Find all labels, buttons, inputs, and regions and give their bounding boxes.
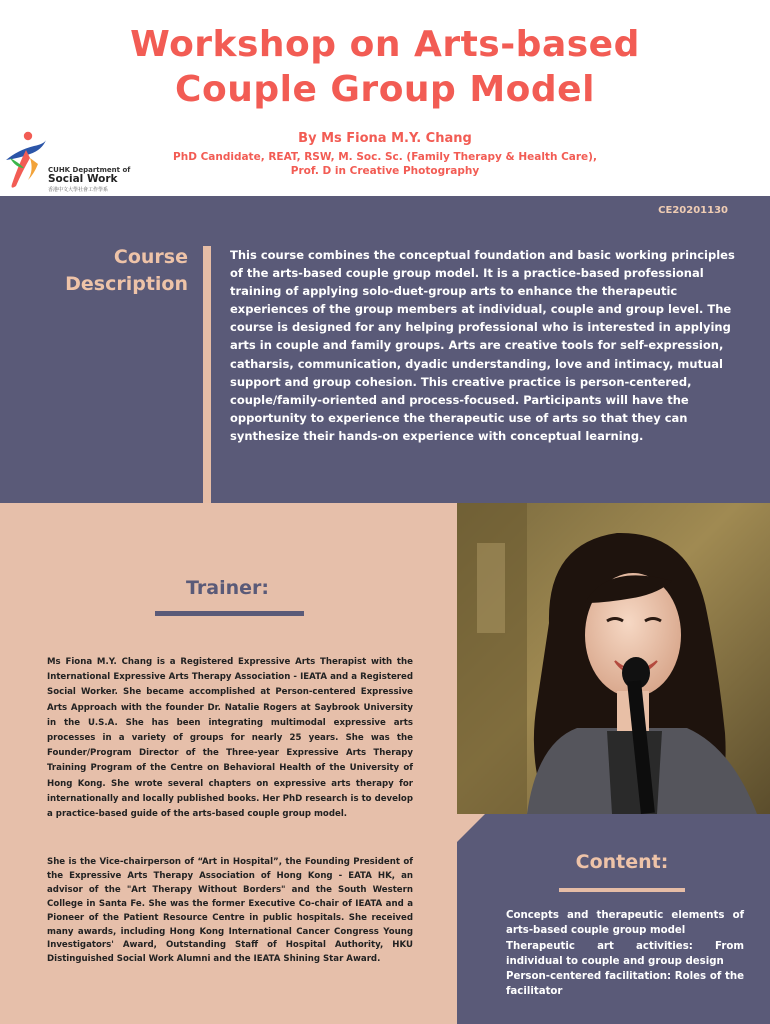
content-panel-notch bbox=[457, 814, 485, 1024]
logo-line-1: CUHK Department of bbox=[48, 166, 131, 174]
content-heading: Content: bbox=[575, 851, 669, 873]
byline: By Ms Fiona M.Y. Chang bbox=[298, 131, 472, 146]
credentials-line-1: PhD Candidate, REAT, RSW, M. Soc. Sc. (Family Therapy & Health Care), bbox=[173, 151, 597, 163]
content-heading-underline bbox=[559, 888, 685, 892]
course-description-heading bbox=[36, 244, 188, 298]
title-line-1: Workshop on Arts-based bbox=[130, 24, 640, 65]
trainer-photo bbox=[457, 503, 770, 814]
course-code: CE20201130 bbox=[658, 205, 728, 216]
content-item: Therapeutic art activities: From individual to couple and group design bbox=[506, 940, 744, 967]
content-list bbox=[506, 908, 744, 1000]
page-title bbox=[0, 22, 770, 112]
title-line-2: Couple Group Model bbox=[175, 69, 595, 110]
logo-line-3: 香港中文大學社會工作學系 bbox=[48, 187, 109, 193]
trainer-heading-underline bbox=[155, 611, 304, 616]
logo-figure-icon bbox=[4, 128, 48, 192]
trainer-heading: Trainer: bbox=[186, 577, 269, 599]
course-heading-line-2: Description bbox=[65, 273, 188, 295]
logo-line-2: Social Work bbox=[48, 173, 118, 185]
vertical-divider bbox=[203, 246, 211, 503]
credentials-line-2: Prof. D in Creative Photography bbox=[290, 165, 480, 177]
trainer-photo-image bbox=[457, 503, 770, 814]
content-item: Person-centered facilitation: Roles of the facilitator bbox=[506, 971, 744, 998]
credentials bbox=[150, 150, 620, 178]
course-heading-line-1: Course bbox=[113, 246, 188, 268]
content-item: Concepts and therapeutic elements of arts-based couple group model bbox=[506, 910, 744, 937]
cuhk-social-work-logo bbox=[4, 128, 131, 193]
trainer-bio-paragraph-1: Ms Fiona M.Y. Chang is a Registered Expressive Arts Therapist with the International Expressive Arts Therapy Association - IEATA and a Registered Social Worker. She became accomplished at Person-centered Expressive Arts Approach with the founder Dr. Natalie Rogers at Saybrook University in the U.S.A. She has been integrating multimodal expressive arts processes in a variety of groups for nearly 25 years. She was the Founder/Program Director of the Three-year Expressive Arts Therapy Training Program of the Centre on Behavioral Health of the University of Hong Kong. She wrote several chapters on expressive arts therapy for internationally and locally published books. Her PhD research is to develop a practice-based guide of the arts-based couple group model. bbox=[47, 657, 413, 820]
course-description-text: This course combines the conceptual foundation and basic working principles of the arts-based couple group model. It is a practice-based professional training of applying solo-duet-group arts to enhance the therapeutic experiences of the group members at individual, couple and group level. The course is designed for any helping professional who is interested in applying arts in couple and family groups. Arts are creative tools for self-expression, catharsis, communication, dyadic understanding, love and intimacy, mutual support and group cohesion. This creative practice is person-centered, couple/family-oriented and process-focused. Participants will have the opportunity to experience the therapeutic use of arts so that they can synthesize their hands-on experience with conceptual learning. bbox=[230, 248, 735, 443]
trainer-bio-paragraph-2: She is the Vice-chairperson of “Art in Hospital”, the Founding President of the Expressive Arts Therapy Association of Hong Kong - EATA HK, an advisor of the "Art Therapy Without Borders" and the South Western College in Santa Fe. She was the former Executive Co-chair of IEATA and a Pioneer of the Patient Resource Centre in public hospitals. She received many awards, including Hong Kong International Cancer Congress Young Investigators' Award, Outstanding Staff of Hospital Authority, HKU Distinguished Social Work Alumni and the IEATA Shining Star Award. bbox=[47, 857, 413, 965]
